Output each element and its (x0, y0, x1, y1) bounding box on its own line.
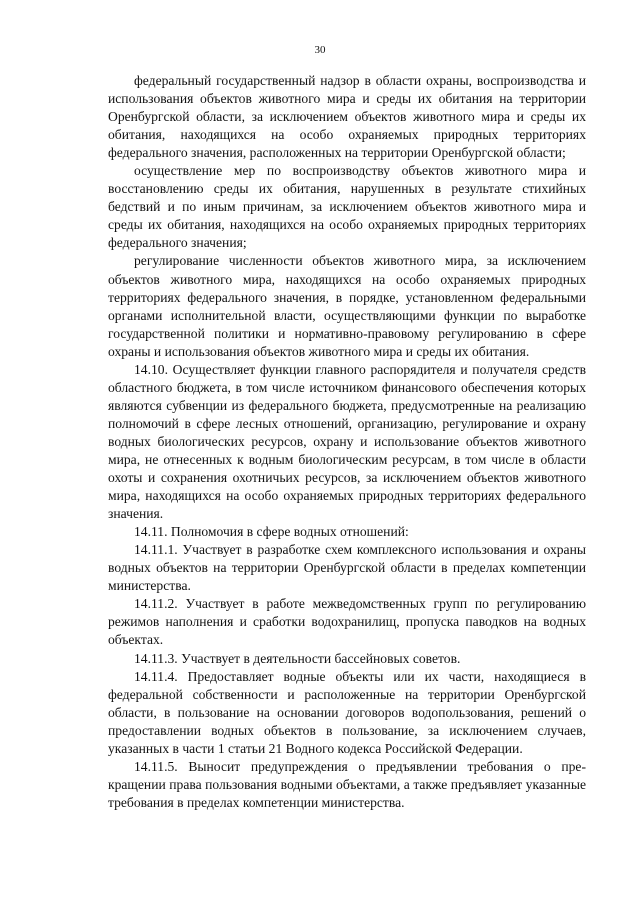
paragraph-reproduction-measures: осуществление мер по воспроизводству объектов животного мира и восстановлению среды их обитания, нарушенных в результате стихийных бедствий и по иным причинам, за исключением объектов животного мира и среды их обитания, находящихся на особо охраняемых природных территориях федерального значения; (108, 163, 586, 251)
paragraph-14-11-3: 14.11.3. Участвует в деятельности бассейновых советов. (134, 650, 461, 666)
page-number: 30 (314, 44, 326, 56)
paragraph-state-supervision: федеральный государственный надзор в области охраны, воспроизводства и использования объектов животного мира и среды их обитания на территории Оренбургской области, за исключением объектов животного мира и среды их обитания, находящихся на особо охраняемых природных территориях федерального значения, расположенных на территории Оренбургской области; (108, 73, 586, 161)
paragraph-14-11: 14.11. Полномочия в сфере водных отношений: (134, 524, 409, 540)
paragraph-population-regulation: регулирование численности объектов животного мира, за исключением объектов животного мира, находящихся на особо охраняемых природных территориях федерального значения, в порядке, установленном федеральными органами исполнительной власти, осуществляющими функции по выработке государственной политики и нормативно-правовому регулированию в сфере охраны и использования объектов животного мира и среды их обитания. (108, 253, 586, 359)
paragraph-14-11-4: 14.11.4. Предоставляет водные объекты или их части, находящиеся в федеральной собственности и расположенные на территории Оренбургской области, в пользование на основании договоров водопользования, решений о предоставлении водных объектов в пользование, за исключением случаев, указанных в части 1 статьи 21 Водного кодекса Российской Федерации. (108, 668, 586, 756)
paragraph-14-11-5: 14.11.5. Выносит предупреждения о предъявлении требования о прекращении права пользования водными объектами, а также предъявляет указанные требования в пределах компетенции министерства. (108, 758, 586, 810)
paragraph-14-11-2: 14.11.2. Участвует в работе межведомственных групп по регулированию режимов наполнения и сработки водохранилищ, пропуска паводков на водных объектах. (108, 596, 586, 648)
paragraph-14-10: 14.10. Осуществляет функции главного распорядителя и получателя средств областного бюджета, в том числе источником финансового обеспечения которых являются субвенции из федерального бюджета, предусмотренные на реализацию полномочий в сфере лесных отношений, организацию, регулирование и охрану водных биологических ресурсов, охрану и использование объектов животного мира, не отнесенных к водным биологическим ресурсам, в том числе в области охоты и сохранения охотничьих ресурсов, за исключением объектов животного мира, находящихся на особо охраняемых природных территориях федерального значения. (108, 361, 586, 522)
paragraph-14-11-1: 14.11.1. Участвует в разработке схем комплексного использования и охраны водных объектов на территории Оренбургской области в пределах компетенции министерства. (108, 542, 586, 594)
body-text (108, 72, 586, 812)
